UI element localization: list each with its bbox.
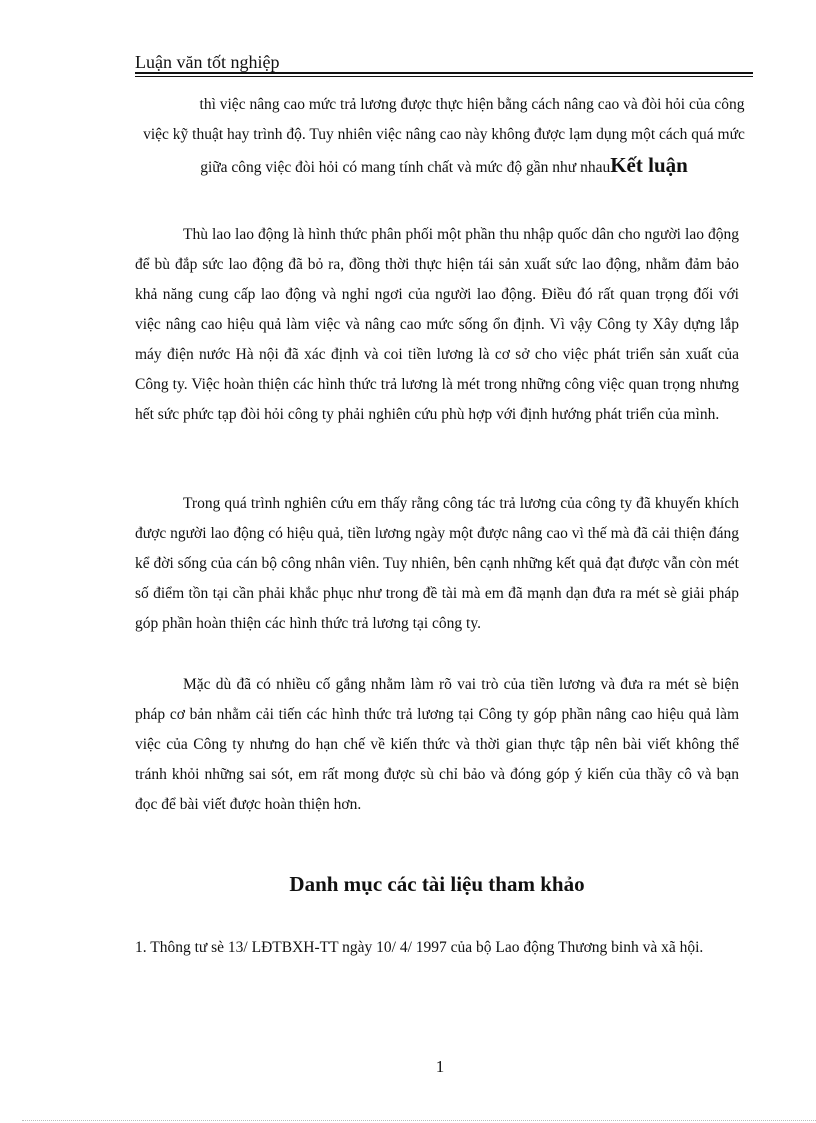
header-rule-thick <box>135 72 753 74</box>
conclusion-paragraph-1: Thù lao lao động là hình thức phân phối một phần thu nhập quốc dân cho người lao động để bù đắp sức lao động đã bỏ ra, đồng thời thực hiện tái sản xuất sức lao động, nhằm đảm bảo khả năng cung cấp lao động và nghỉ ngơi của người lao động. Điều đó rất quan trọng đối với việc nâng cao hiệu quả làm việc và nâng cao mức sống ổn định. Vì vậy Công ty Xây dựng lắp máy điện nước Hà nội đã xác định và coi tiền lương là cơ sở cho việc phát triển sản xuất của Công ty. Việc hoàn thiện các hình thức trả lương là mét trong những công việc quan trọng nhưng hết sức phức tạp đòi hỏi công ty phải nghiên cứu phù hợp với định hướng phát triển của mình. <box>135 226 739 423</box>
header-rule-thin <box>135 76 753 77</box>
references-title: Danh mục các tài liệu tham khảo <box>289 872 585 896</box>
conclusion-paragraph-3: Mặc dù đã có nhiều cố gắng nhằm làm rõ vai trò của tiền lương và đưa ra mét sè biện pháp cơ bản nhằm cải tiến các hình thức trả lương tại Công ty góp phần nâng cao hiệu quả làm việc của Công ty nhưng do hạn chế về kiến thức và thời gian thực tập nên bài viết không thể tránh khỏi những sai sót, em rất mong được sù chỉ bảo và đóng góp ý kiến của thầy cô và bạn đọc để bài viết được hoàn thiện hơn. <box>135 676 739 813</box>
conclusion-paragraph-2: Trong quá trình nghiên cứu em thấy rằng công tác trả lương của công ty đã khuyến khích được người lao động có hiệu quả, tiền lương ngày một được nâng cao vì thế mà đã cải thiện đáng kể đời sống của cán bộ công nhân viên. Tuy nhiên, bên cạnh những kết quả đạt được vẫn còn mét số điểm tồn tại cần phải khắc phục như trong đề tài mà em đã mạnh dạn đưa ra mét sè giải pháp góp phần hoàn thiện các hình thức trả lương tại công ty. <box>135 495 739 632</box>
reference-item: 1. Thông tư sè 13/ LĐTBXH-TT ngày 10/ 4/ 1997 của bộ Lao động Thương binh và xã hội. <box>135 939 704 956</box>
page-number: 1 <box>435 1057 445 1076</box>
intro-text: thì việc nâng cao mức trả lương được thực hiện bằng cách nâng cao và đòi hỏi của công việc kỹ thuật hay trình độ. Tuy nhiên việc nâng cao này không được lạm dụng một cách quá mức giữa công việc đòi hỏi có mang tính chất và mức độ gần như nhau <box>143 96 745 176</box>
running-header: Luận văn tốt nghiệp <box>135 52 280 72</box>
page-edge <box>22 1120 816 1121</box>
conclusion-heading: Kết luận <box>610 153 688 177</box>
intro-paragraph <box>135 90 753 183</box>
